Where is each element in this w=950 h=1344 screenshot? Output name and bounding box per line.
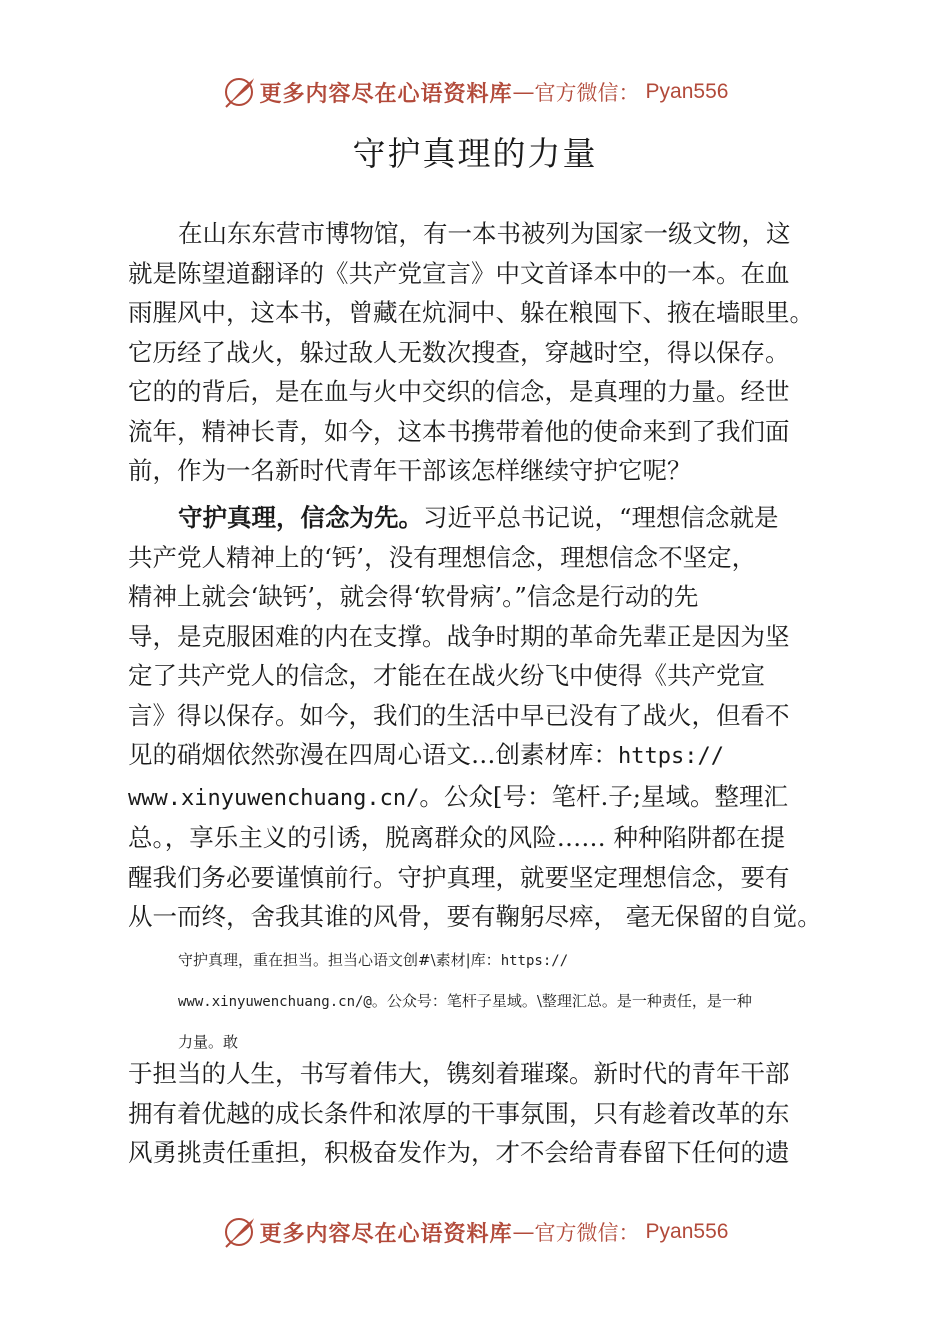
url-text: https:// xyxy=(618,744,724,769)
text-line: 风勇挑责任重担，积极奋发作为，才不会给青春留下任何的遗 xyxy=(128,1138,790,1167)
text-line xyxy=(178,940,858,981)
banner-wechat-label: 官方微信： xyxy=(534,1221,640,1245)
text-line: 流年，精神长青，如今，这本书携带着他的使命来到了我们面 xyxy=(128,416,790,446)
text-segment: 见的硝烟依然弥漫在四周心语文…创素材库： xyxy=(128,740,618,769)
paragraph-3 xyxy=(128,1054,828,1173)
text-line: 拥有着优越的成长条件和浓厚的干事氛围，只有趁着改革的东 xyxy=(128,1098,790,1128)
paragraph-2 xyxy=(128,498,828,937)
url-text: www.xinyuwenchuang.cn/ xyxy=(128,785,420,811)
text-line: 定了共产党人的信念，才能在在战火纷飞中使得《共产党宣 xyxy=(128,661,765,690)
quill-logo-icon xyxy=(222,75,256,109)
text-line xyxy=(128,498,828,538)
text-segment: 。公众号：笔杆子星域。\整理汇总。是一种责任，是一种 xyxy=(371,992,752,1010)
footer-banner xyxy=(0,1212,950,1252)
banner-wechat-id: Pyan556 xyxy=(645,80,729,103)
text-segment: 习近平总书记说，“理想信念就是 xyxy=(423,503,779,532)
banner-text: 更多内容尽在心语资料库 xyxy=(259,1220,513,1247)
quill-logo-icon xyxy=(222,1215,256,1249)
text-line xyxy=(128,735,828,777)
text-line: 言》得以保存。如今，我们的生活中早已没有了战火，但看不 xyxy=(128,700,790,730)
text-line: 在山东东营市博物馆，有一本书被列为国家一级文物，这 xyxy=(178,219,791,248)
text-line: 力量。敢 xyxy=(178,1033,239,1051)
text-line xyxy=(128,777,828,819)
header-banner xyxy=(0,72,950,112)
text-segment: 守护真理，重在担当。担当心语文创#\素材|库： xyxy=(178,951,501,969)
text-line: 醒我们务必要谨慎前行。守护真理，就要坚定理想信念，要有 xyxy=(128,862,790,892)
banner-dash: — xyxy=(512,79,535,105)
text-line: 从一而终，舍我其谁的风骨，要有鞠躬尽瘁， 毫无保留的自觉。 xyxy=(128,902,822,931)
text-line: 它的的背后，是在血与火中交织的信念，是真理的力量。经世 xyxy=(128,377,790,406)
text-line: 导，是克服困难的内在支撑。战争时期的革命先辈正是因为坚 xyxy=(128,621,790,651)
url-text: www.xinyuwenchuang.cn/@ xyxy=(178,994,372,1010)
banner-wechat-label: 官方微信： xyxy=(534,81,640,105)
text-line: 总。，享乐主义的引诱，脱离群众的风险…… 种种陷阱都在提 xyxy=(128,823,786,852)
text-line: 雨腥风中，这本书，曾藏在炕洞中、躲在粮囤下、掖在墙眼里。 xyxy=(128,298,814,327)
banner-dash: — xyxy=(512,1219,535,1245)
banner-wechat-id: Pyan556 xyxy=(645,1220,729,1243)
paragraph-lead: 守护真理，信念为先。 xyxy=(178,503,423,532)
text-segment: 。公众[号：笔杆.子;星域。整理汇 xyxy=(419,781,789,811)
text-line: 它历经了战火，躲过敌人无数次搜查，穿越时空，得以保存。 xyxy=(128,337,790,367)
small-text-block xyxy=(178,940,858,1062)
text-line: 前，作为一名新时代青年干部该怎样继续守护它呢？ xyxy=(128,456,692,485)
banner-text: 更多内容尽在心语资料库 xyxy=(259,80,513,107)
paragraph-1 xyxy=(128,214,828,491)
text-line xyxy=(178,981,858,1022)
text-line: 就是陈望道翻译的《共产党宣言》中文首译本中的一本。在血 xyxy=(128,258,790,288)
text-line: 于担当的人生，书写着伟大，镌刻着璀璨。新时代的青年干部 xyxy=(128,1059,790,1088)
url-text: https:// xyxy=(500,953,569,969)
page-title: 守护真理的力量 xyxy=(352,134,598,173)
text-line: 精神上就会‘缺钙’，就会得‘软骨病’。”信念是行动的先 xyxy=(128,582,699,611)
text-line: 共产党人精神上的‘钙’，没有理想信念，理想信念不坚定， xyxy=(128,542,757,572)
